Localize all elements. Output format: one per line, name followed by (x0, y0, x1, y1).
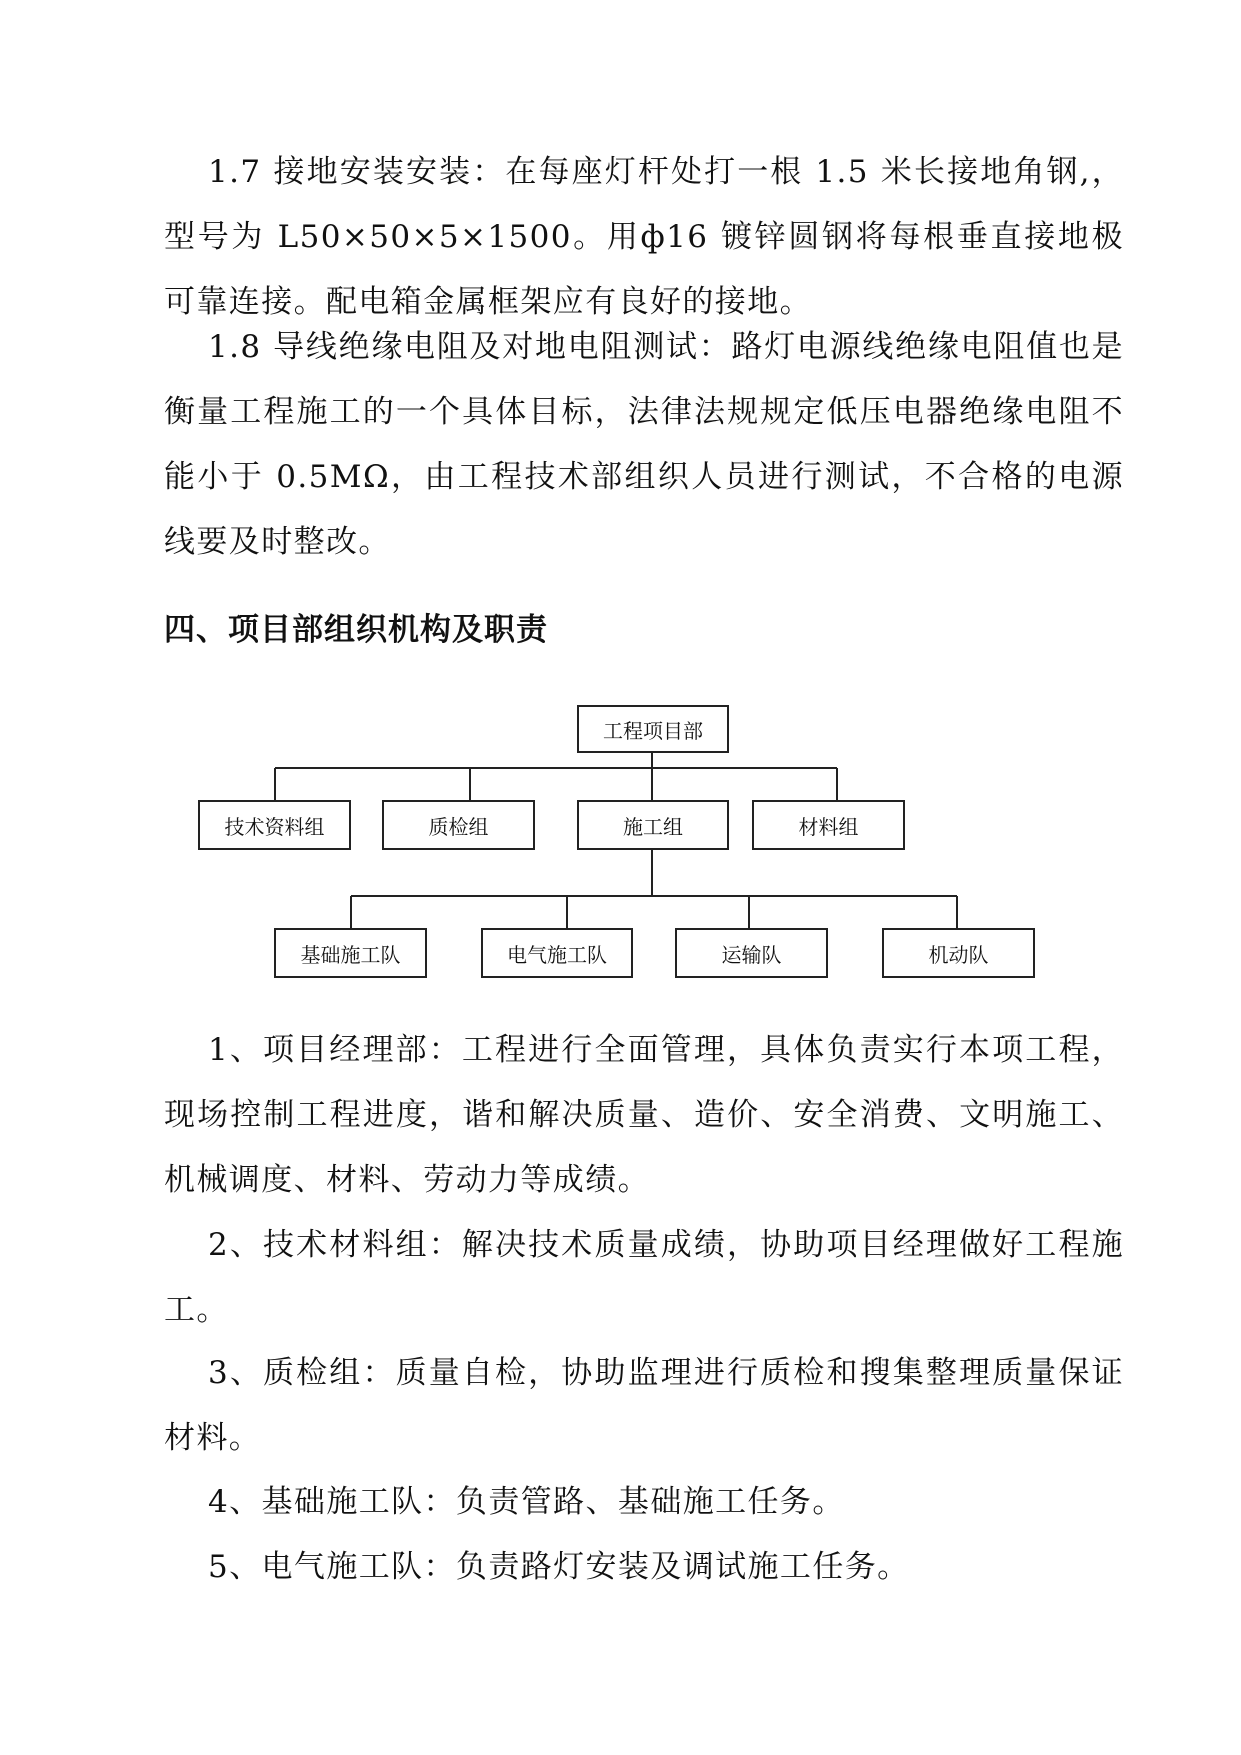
org-box-root: 工程项目部 (577, 705, 729, 753)
org-box-materials: 材料组 (752, 800, 905, 850)
org-box-transport-team: 运输队 (675, 928, 828, 978)
duty-5: 5、电气施工队：负责路灯安装及调试施工任务。 (208, 1549, 910, 1585)
duty-2: 2、技术材料组：解决技术质量成绩，协助项目经理做好工程施工。 (164, 1227, 1124, 1328)
paragraph-1-7: 1.7 接地安装安装：在每座灯杆处打一根 1.5 米长接地角钢,，型号为 L50×50×5×1500。用ф16 镀锌圆钢将每根垂直接地极可靠连接。配电箱金属框架应有良好的接地。 (164, 154, 1124, 320)
org-box-tech-docs: 技术资料组 (198, 800, 351, 850)
paragraph-1-8: 1.8 导线绝缘电阻及对地电阻测试：路灯电源线绝缘电阻值也是衡量工程施工的一个具体目标，法律法规规定低压电器绝缘电阻不能小于 0.5MΩ，由工程技术部组织人员进行测试，不合格的电源线要及时整改。 (164, 329, 1124, 560)
org-box-electrical-team: 电气施工队 (481, 928, 633, 978)
org-box-foundation-team: 基础施工队 (274, 928, 427, 978)
duty-4: 4、基础施工队：负责管路、基础施工任务。 (208, 1484, 845, 1520)
org-box-quality: 质检组 (382, 800, 535, 850)
duty-1: 1、项目经理部：工程进行全面管理，具体负责实行本项工程，现场控制工程进度，谐和解决质量、造价、安全消费、文明施工、机械调度、材料、劳动力等成绩。 (164, 1032, 1124, 1198)
section-heading: 四、项目部组织机构及职责 (164, 612, 548, 648)
org-box-construction: 施工组 (577, 800, 729, 850)
org-box-mobile-team: 机动队 (882, 928, 1035, 978)
duty-3: 3、质检组：质量自检，协助监理进行质检和搜集整理质量保证材料。 (164, 1355, 1124, 1456)
